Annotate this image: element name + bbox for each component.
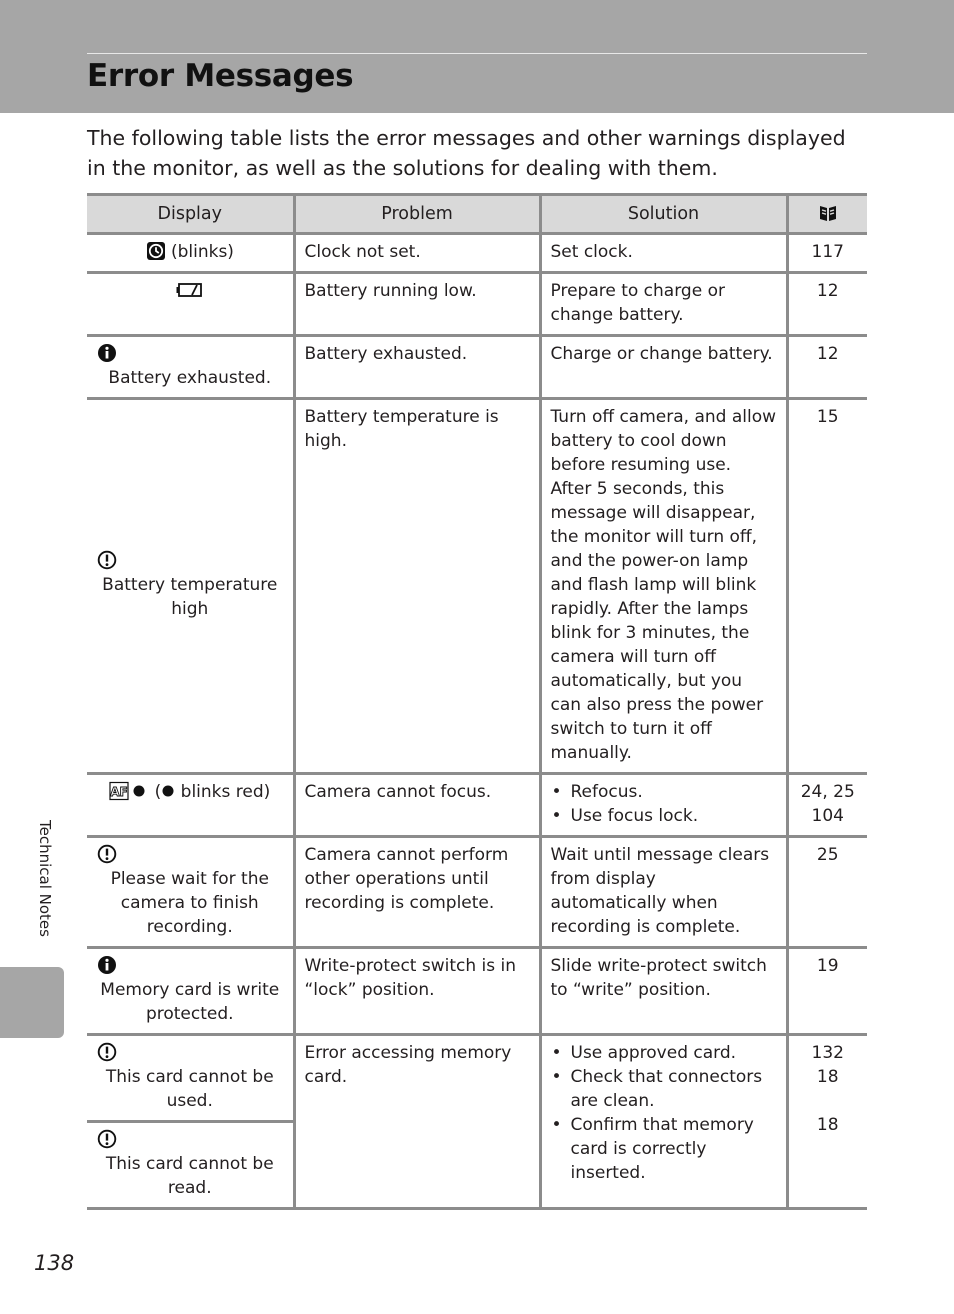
table-row [87,234,867,273]
column-header-solution: Solution [540,195,787,234]
warning-icon [97,1129,117,1149]
table-row [87,837,867,948]
display-text: blinks red) [180,782,271,802]
problem-cell: Write-protect switch is in “lock” position. [294,948,540,1035]
clock-icon [146,241,166,261]
solution-cell: Set clock. [540,234,787,273]
info-icon [97,955,117,975]
list-item: • Confirm that memory card is correctly inserted. [551,1113,777,1185]
table-row [87,774,867,837]
display-cell [87,948,294,1035]
display-text: Please wait for the camera to finish recording. [110,869,269,937]
column-header-reference [787,195,867,234]
table-header-row [87,195,867,234]
solution-cell: Turn off camera, and allow battery to cool down before resuming use. After 5 seconds, this message will disappear, the monitor will turn off, and the power-on lamp and flash lamp will blink rapidly. After the lamps blink for 3 minutes, the camera will turn off automatically, but you can also press the power switch to turn it off manually. [540,399,787,774]
display-cell [87,336,294,399]
column-header-display: Display [87,195,294,234]
header-band [0,0,954,113]
page-ref-cell: 19 [787,948,867,1035]
display-cell [87,399,294,774]
info-icon [97,343,117,363]
display-text: Memory card is write protected. [100,980,280,1024]
page-ref-cell [787,774,867,837]
warning-icon [97,550,117,570]
af-indicator-icon [109,781,149,801]
error-messages-table [87,193,867,1210]
table-row [87,336,867,399]
section-side-label [33,820,57,960]
page-ref-text: 18 [816,1115,839,1135]
svg-text:AF: AF [110,785,128,799]
display-text: (blinks) [170,242,234,262]
problem-cell: Camera cannot focus. [294,774,540,837]
solution-cell: Slide write-protect switch to “write” position. [540,948,787,1035]
page-ref-text: 132 [811,1043,844,1063]
section-tab-marker [0,967,64,1038]
display-text: This card cannot be used. [105,1067,274,1111]
page-ref-cell: 25 [787,837,867,948]
list-item: • Use focus lock. [551,804,777,828]
display-cell [87,273,294,336]
page-ref-cell: 15 [787,399,867,774]
warning-icon [97,844,117,864]
intro-paragraph: The following table lists the error messages and other warnings displayed in the monitor, as well as the solutions for dealing with them. [87,126,846,180]
display-cell [87,837,294,948]
page-ref-cell: 117 [787,234,867,273]
display-text: Battery exhausted. [108,368,272,388]
page-ref-cell [787,1035,867,1209]
problem-cell: Camera cannot perform other operations until recording is complete. [294,837,540,948]
section-side-label-text: Technical Notes [36,820,54,937]
solution-list [551,780,777,828]
page-ref-text: 18 [816,1067,839,1087]
display-cell [87,1122,294,1209]
display-text: This card cannot be read. [105,1154,274,1198]
solution-cell: Charge or change battery. [540,336,787,399]
page-ref-cell: 12 [787,273,867,336]
header-rule [87,53,867,54]
problem-cell: Error accessing memory card. [294,1035,540,1209]
page-ref-cell: 12 [787,336,867,399]
page-ref-text: 24, 25 104 [800,782,855,826]
solution-cell [540,774,787,837]
column-header-problem: Problem [294,195,540,234]
table-row [87,399,867,774]
list-item: • Refocus. [551,780,777,804]
list-item: • Use approved card. [551,1041,777,1065]
table-row [87,273,867,336]
table-row [87,1035,867,1122]
solution-cell: Wait until message clears from display automatically when recording is complete. [540,837,787,948]
display-cell [87,234,294,273]
display-cell [87,1035,294,1122]
display-text: Battery temperature high [102,575,278,619]
problem-cell: Clock not set. [294,234,540,273]
page-reference-icon [818,203,838,223]
focus-indicator-dot-icon [161,781,175,801]
display-text: ( [154,782,162,802]
warning-icon [97,1042,117,1062]
battery-low-icon [176,280,204,300]
problem-cell: Battery exhausted. [294,336,540,399]
problem-cell: Battery temperature is high. [294,399,540,774]
solution-cell: Prepare to charge or change battery. [540,273,787,336]
table-row [87,948,867,1035]
display-cell [87,774,294,837]
problem-cell: Battery running low. [294,273,540,336]
solution-list [551,1041,777,1185]
solution-cell [540,1035,787,1209]
list-item: • Check that connectors are clean. [551,1065,777,1113]
page-title: Error Messages [87,58,354,94]
page-number: 138 [34,1251,75,1275]
